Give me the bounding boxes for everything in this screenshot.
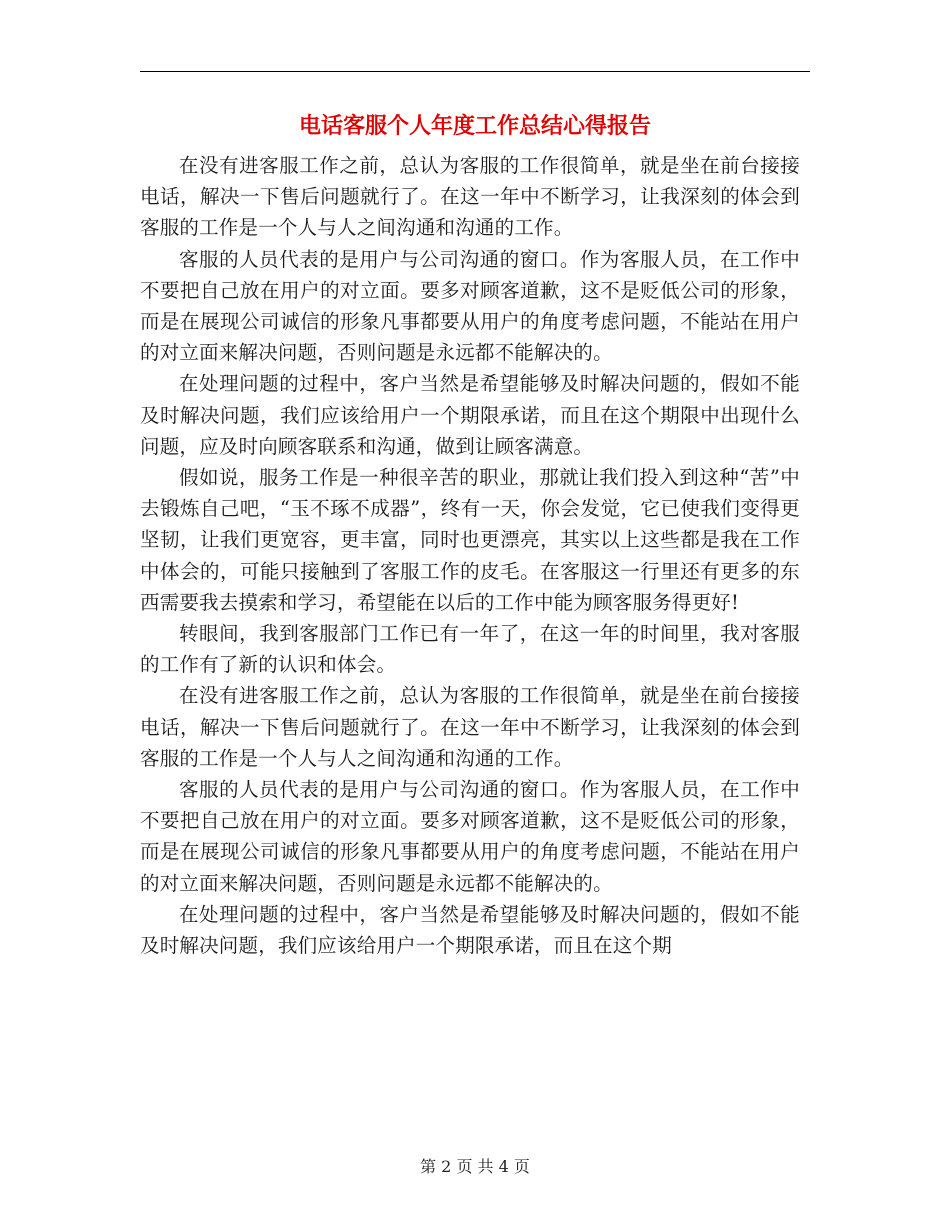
paragraph: 客服的人员代表的是用户与公司沟通的窗口。作为客服人员，在工作中不要把自己放在用户的对立面。要多对顾客道歉，这不是贬低公司的形象，而是在展现公司诚信的形象凡事都要从用户的角度考虑问题，不能站在用户的对立面来解决问题，否则问题是永远都不能解决的。 (140, 247, 800, 365)
paragraph: 客服的人员代表的是用户与公司沟通的窗口。作为客服人员，在工作中不要把自己放在用户的对立面。要多对顾客道歉，这不是贬低公司的形象，而是在展现公司诚信的形象凡事都要从用户的角度考虑问题，不能站在用户的对立面来解决问题，否则问题是永远都不能解决的。 (140, 778, 800, 895)
document-body (140, 150, 800, 961)
paragraph: 在没有进客服工作之前，总认为客服的工作很简单，就是坐在前台接接电话，解决一下售后问题就行了。在这一年中不断学习，让我深刻的体会到客服的工作是一个人与人之间沟通和沟通的工作。 (140, 154, 800, 240)
header-rule (140, 71, 810, 72)
paragraph: 在处理问题的过程中，客户当然是希望能够及时解决问题的，假如不能及时解决问题，我们应该给用户一个期限承诺，而且在这个期 (140, 902, 800, 958)
paragraph: 假如说，服务工作是一种很辛苦的职业，那就让我们投入到这种“苦”中去锻炼自己吧，“玉不琢不成器”，终有一天，你会发觉，它已使我们变得更坚韧，让我们更宽容，更丰富，同时也更漂亮，其实以上这些都是我在工作中体会的，可能只接触到了客服工作的皮毛。在客服这一行里还有更多的东西需要我去摸索和学习，希望能在以后的工作中能为顾客服务得更好! (140, 466, 800, 614)
document-title: 电话客服个人年度工作总结心得报告 (298, 113, 651, 139)
paragraph: 在处理问题的过程中，客户当然是希望能够及时解决问题的，假如不能及时解决问题，我们应该给用户一个期限承诺，而且在这个期限中出现什么问题，应及时向顾客联系和沟通，做到让顾客满意。 (140, 372, 800, 458)
page-number-footer: 第 2 页 共 4 页 (420, 1157, 530, 1176)
paragraph: 转眼间，我到客服部门工作已有一年了，在这一年的时间里，我对客服的工作有了新的认识和体会。 (140, 622, 800, 677)
paragraph: 在没有进客服工作之前，总认为客服的工作很简单，就是坐在前台接接电话，解决一下售后问题就行了。在这一年中不断学习，让我深刻的体会到客服的工作是一个人与人之间沟通和沟通的工作。 (140, 684, 800, 770)
